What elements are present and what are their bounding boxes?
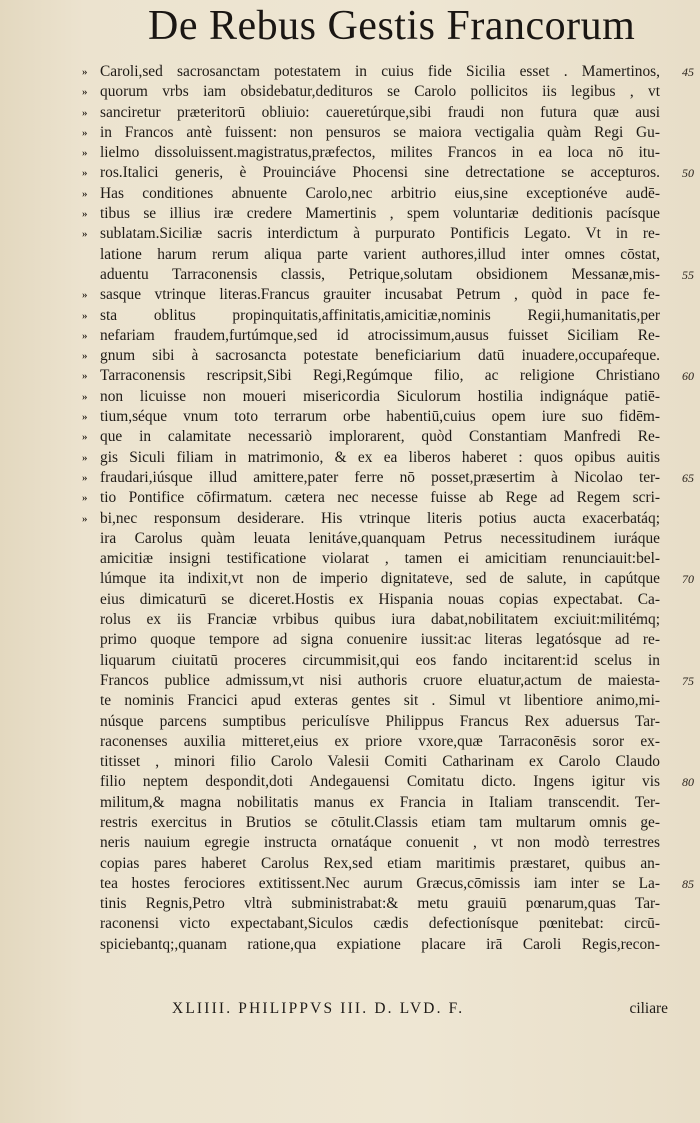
text-line bbox=[82, 813, 682, 833]
text-line bbox=[82, 651, 682, 671]
quotation-mark: » bbox=[82, 126, 88, 139]
text-line bbox=[82, 346, 682, 366]
line-text: neris nauium egregie instructa ornatáque conuenit , vt non modò terrestres bbox=[100, 834, 660, 852]
line-number: 70 bbox=[682, 572, 694, 587]
catchword: ciliare bbox=[629, 1000, 668, 1017]
text-line bbox=[82, 914, 682, 934]
line-text: tea hostes ferociores extitissent.Nec aurum Græcus,cōmissis iam inter se La- bbox=[100, 874, 660, 892]
text-line bbox=[82, 387, 682, 407]
quotation-mark: » bbox=[82, 431, 88, 444]
quotation-mark: » bbox=[82, 451, 88, 464]
text-line bbox=[82, 204, 682, 224]
line-text: fraudari,iúsque illud amittere,pater ferre nō posset,præsertim à Nicolao ter- bbox=[100, 468, 660, 486]
quotation-mark: » bbox=[82, 228, 88, 241]
line-text: núsque parcens sumptibus periculísve Philippus Francus Rex aduersus Tar- bbox=[100, 712, 660, 730]
text-line bbox=[82, 854, 682, 874]
quotation-mark: » bbox=[82, 309, 88, 322]
line-text: eius dimicaturū se diceret.Hostis ex Hispania nouas copias expectabat. Ca- bbox=[100, 590, 660, 608]
quotation-mark: » bbox=[82, 390, 88, 403]
line-text: militum,& magna nobilitatis manus ex Francia in Italiam transcendit. Ter- bbox=[100, 793, 660, 811]
quotation-mark: » bbox=[82, 471, 88, 484]
line-number: 50 bbox=[682, 166, 694, 181]
line-text: sublatam.Siciliæ sacris interdictum à purpurato Pontificis Legato. Vt in re- bbox=[100, 225, 660, 243]
text-line bbox=[82, 82, 682, 102]
text-line bbox=[82, 691, 682, 711]
text-line bbox=[82, 265, 694, 285]
line-text: quorum vrbs iam obsidebatur,dedituros se Carolo pollicitos iis legibus , vt bbox=[100, 83, 660, 101]
text-line bbox=[82, 123, 682, 143]
line-text: bi,nec responsum desiderare. His vtrinque literis potius aucta exacerbatáq; bbox=[100, 509, 660, 527]
line-number: 80 bbox=[682, 775, 694, 790]
line-text: copias pares haberet Carolus Rex,sed etiam maritimis præstaret, quibus an- bbox=[100, 854, 660, 872]
quotation-mark: » bbox=[82, 147, 88, 160]
quotation-mark: » bbox=[82, 167, 88, 180]
line-number: 55 bbox=[682, 267, 694, 282]
line-text: sta oblitus propinquitatis,affinitatis,amicitiæ,nominis Regii,humanitatis,per bbox=[100, 306, 660, 324]
line-text: Francos publice admissum,vt nisi authoris cruore eluatur,actum de maiesta- bbox=[100, 671, 660, 689]
text-line bbox=[82, 874, 694, 894]
quotation-mark: » bbox=[82, 370, 88, 383]
quotation-mark: » bbox=[82, 411, 88, 424]
quotation-mark: » bbox=[82, 329, 88, 342]
text-line bbox=[82, 509, 682, 529]
line-text: gnum sibi à sacrosancta potestate beneficiarium datū inuadere,occupaŕeque. bbox=[100, 347, 660, 365]
line-text: lúmque ita indixit,vt non de imperio dignitateve, sed de salute, in capútque bbox=[100, 570, 660, 588]
body-text bbox=[82, 62, 694, 955]
text-line bbox=[82, 103, 682, 123]
line-text: nefariam fraudem,furtúmque,sed id atrocissimum,ausus fuisset Siciliam Re- bbox=[100, 326, 660, 344]
text-line bbox=[82, 224, 682, 244]
line-text: restris exercitus in Brutios se cōtulit.Classis etiam tam multarum omnis ge- bbox=[100, 813, 660, 831]
line-text: Has conditiones abnuente Carolo,nec arbitrio eius,sine exceptionéve audē- bbox=[100, 184, 660, 202]
text-line bbox=[82, 772, 694, 792]
line-number: 85 bbox=[682, 876, 694, 891]
quotation-mark: » bbox=[82, 106, 88, 119]
quotation-mark: » bbox=[82, 208, 88, 221]
text-line bbox=[82, 407, 682, 427]
line-text: latione harum rerum aliqua parte varient authores,illud inter omnes cōstat, bbox=[100, 245, 660, 263]
text-line bbox=[82, 590, 682, 610]
line-number: 60 bbox=[682, 369, 694, 384]
line-number: 45 bbox=[682, 65, 694, 79]
running-title: De Rebus Gestis Francorum bbox=[148, 3, 636, 49]
line-text: ros.Italici generis, è Prouinciáve Phocensi sine detrectatione se accepturos. bbox=[100, 164, 660, 182]
line-text: in Francos antè fuissent: non pensuros se maiora vectigalia quàm Regi Gu- bbox=[100, 123, 660, 141]
text-line bbox=[82, 163, 694, 183]
line-text: liquarum ciuitatū proceres circummisit,qui eos fando incitarent:id scelus in bbox=[100, 651, 660, 669]
line-text: ira Carolus quàm leuata lenitáve,quanquam Petrus necessitudinem iuráque bbox=[100, 529, 660, 547]
quotation-mark: » bbox=[82, 512, 88, 525]
text-line bbox=[82, 549, 682, 569]
line-text: amicitiæ insigni testificatione violarat , tamen ei amicitiam renunciauit:bel- bbox=[100, 550, 660, 568]
text-line bbox=[82, 326, 682, 346]
text-line bbox=[82, 793, 682, 813]
line-number: 65 bbox=[682, 470, 694, 485]
line-text: que in calamitate necessariò implorarent, quòd Constantiam Manfredi Re- bbox=[100, 428, 660, 446]
text-line bbox=[82, 671, 694, 691]
quotation-mark: » bbox=[82, 187, 88, 200]
line-text: lielmo dissoluissent.magistratus,præfectos, milites Francos in ea loca nō itu- bbox=[100, 144, 660, 162]
line-text: sanciretur præteritorū obliuio: caueretúrque,sibi fraudi non futura quæ ausi bbox=[100, 103, 660, 121]
text-line bbox=[82, 894, 682, 914]
line-text: sasque vtrinque literas.Francus grauiter incusabat Petrum , quòd in pace fe- bbox=[100, 286, 660, 304]
line-text: rolus ex iis Franciæ vrbibus quibus iura dabat,nobilitatem exciuit:militémq; bbox=[100, 611, 660, 629]
text-line bbox=[82, 752, 682, 772]
text-line bbox=[82, 143, 682, 163]
text-line bbox=[82, 935, 682, 955]
text-line bbox=[82, 630, 682, 650]
line-text: aduentu Tarraconensis classis, Petrique,solutam obsidionem Messanæ,mis- bbox=[100, 265, 660, 283]
line-text: filio neptem despondit,doti Andegauensi Comitatu dicto. Ingens igitur vis bbox=[100, 773, 660, 791]
text-line bbox=[82, 712, 682, 732]
line-text: Caroli,sed sacrosanctam potestatem in cuius fide Sicilia esset . Mamertinos, bbox=[100, 63, 660, 80]
text-line bbox=[82, 610, 682, 630]
text-line bbox=[82, 468, 694, 488]
line-text: tibus se illius iræ credere Mamertinis , spem voluntariæ deditionis pacísque bbox=[100, 205, 660, 223]
text-line bbox=[82, 245, 682, 265]
text-line bbox=[82, 529, 682, 549]
line-text: gis Siculi filiam in matrimonio, & ex ea liberos haberet : quos opibus auitis bbox=[100, 448, 660, 466]
text-line bbox=[82, 306, 682, 326]
quotation-mark: » bbox=[82, 289, 88, 302]
text-line bbox=[82, 62, 694, 82]
line-number: 75 bbox=[682, 673, 694, 688]
line-text: te nominis Francici apud exteras gentes sit . Simul vt libentiore animo,mi- bbox=[100, 692, 660, 710]
quotation-mark: » bbox=[82, 86, 88, 99]
text-line bbox=[82, 732, 682, 752]
text-line bbox=[82, 366, 694, 386]
text-line bbox=[82, 285, 682, 305]
line-text: Tarraconensis rescripsit,Sibi Regi,Regúmque filio, ac religione Christiano bbox=[100, 367, 660, 385]
footer-heading: XLIIII. PHILIPPVS III. D. LVD. F. bbox=[172, 1000, 465, 1017]
line-text: tium,séque vnum toto terrarum orbe habentiū,cuius opem iure suo fidēm- bbox=[100, 408, 660, 426]
text-line bbox=[82, 569, 694, 589]
text-line bbox=[82, 448, 682, 468]
text-line bbox=[82, 427, 682, 447]
text-line bbox=[82, 488, 682, 508]
quotation-mark: » bbox=[82, 350, 88, 363]
line-text: titisset , minori filio Carolo Valesii Comiti Catharinam ex Carolo Claudo bbox=[100, 753, 660, 771]
line-text: tio Pontifice cōfirmatum. cætera nec necesse fuisse ab Rege ad Regem scri- bbox=[100, 489, 660, 507]
line-text: non licuisse non moueri misericordia Siculorum hostilia indignáque patiē- bbox=[100, 387, 660, 405]
text-line bbox=[82, 184, 682, 204]
quotation-mark: » bbox=[82, 492, 88, 505]
line-text: tinis Regnis,Petro vltrà subministrabat:& metu grauiū pœnarum,quas Tar- bbox=[100, 895, 660, 913]
line-text: raconensi victo expectabant,Siculos cædis defectionísque pœnitebat: circū- bbox=[100, 915, 660, 933]
text-line bbox=[82, 833, 682, 853]
line-text: raconenses auxilia mitteret,eius ex priore vxore,quæ Tarraconēsis soror ex- bbox=[100, 732, 660, 750]
line-text: spiciebantq;,quanam ratione,qua expiatione placare irā Caroli Regis,recon- bbox=[100, 935, 660, 953]
line-text: primo quoque tempore ad signa conuenire iussit:ac literas legatósque ad re- bbox=[100, 631, 660, 649]
quotation-mark: » bbox=[82, 66, 88, 78]
page-footer bbox=[172, 1000, 668, 1020]
